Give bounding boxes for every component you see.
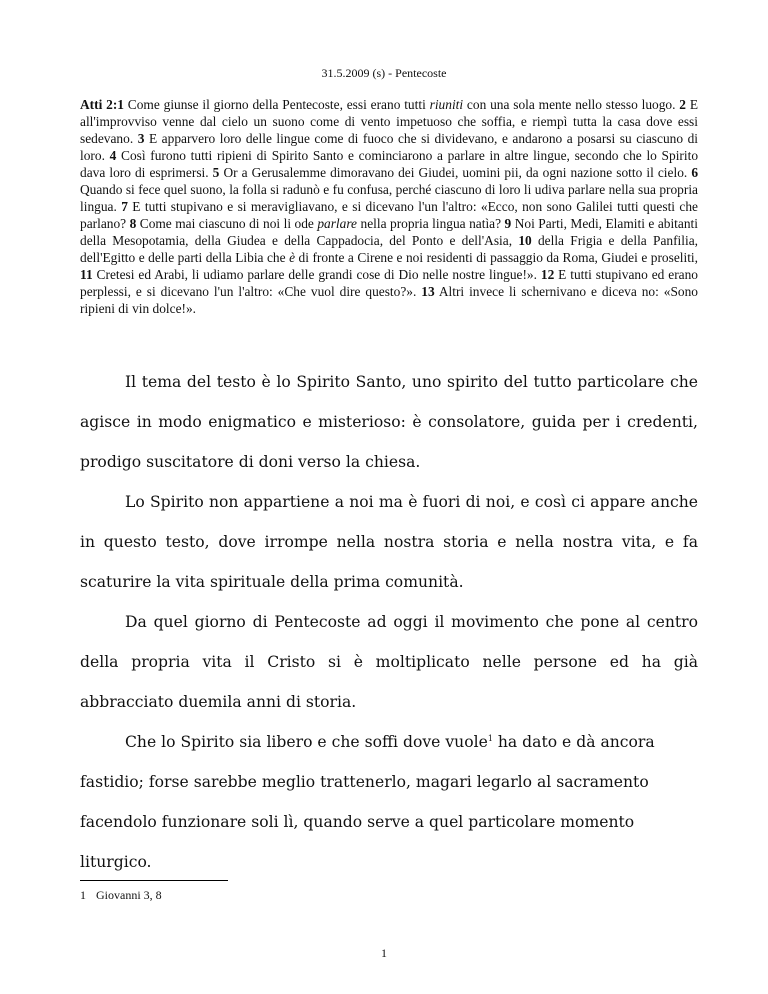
- verse-number: 7: [121, 199, 128, 214]
- verse-number: 6: [691, 165, 699, 180]
- verse-13: Altri invece li schernivano e diceva no: «Sono ripieni di vin dolce!».: [80, 284, 698, 316]
- verse-10-emphasis: è: [289, 250, 296, 265]
- verse-1-emphasis: riuniti: [429, 97, 464, 112]
- verse-11: Cretesi ed Arabi, li udiamo parlare delle grandi cose di Dio nelle nostre lingue!».: [92, 267, 541, 282]
- paragraph-1: Il tema del testo è lo Spirito Santo, uno spirito del tutto particolare che agisce in modo enigmatico e misterioso: è consolatore, guida per i credenti, prodigo suscitatore di doni verso la chiesa.: [80, 373, 698, 471]
- verse-6: Quando si fece quel suono, la folla si radunò e fu confusa, perché ciascuno di loro li udiva parlare nella sua propria lingua.: [80, 182, 698, 214]
- verse-8-emphasis: parlare: [317, 216, 358, 231]
- verse-number: 4: [109, 148, 117, 163]
- verse-7: E tutti stupivano e si meravigliavano, e si dicevano l'un l'altro: «Ecco, non sono Galilei tutti questi che parlano?: [80, 199, 698, 231]
- scripture-passage: [80, 96, 698, 317]
- footnote: [80, 888, 162, 903]
- verse-number: 10: [518, 233, 532, 248]
- footnote-number: 1: [80, 888, 86, 902]
- paragraph-2: Lo Spirito non appartiene a noi ma è fuori di noi, e così ci appare anche in questo testo, dove irrompe nella nostra storia e nella nostra vita, e fa scaturire la vita spirituale della prima comunità.: [80, 493, 698, 591]
- verse-number: 8: [129, 216, 137, 231]
- verse-5: Or a Gerusalemme dimoravano dei Giudei, uomini pii, da ogni nazione sotto il cielo.: [219, 165, 692, 180]
- verse-number: 11: [80, 267, 93, 282]
- verse-10-cont: di fronte a Cirene e noi residenti di passaggio da Roma, Giudei e proseliti,: [295, 250, 698, 265]
- verse-number: 12: [540, 267, 555, 282]
- paragraph-3: Da quel giorno di Pentecoste ad oggi il movimento che pone al centro della propria vita il Cristo si è moltiplicato nelle persone ed ha già abbracciato duemila anni di storia.: [80, 613, 698, 711]
- verse-9: Noi Parti, Medi, Elamiti e abitanti della Mesopotamia, della Giudea e della Cappadocia, del Ponto e dell'Asia,: [80, 216, 698, 248]
- verse-8-cont: nella propria lingua natìa?: [357, 216, 505, 231]
- verse-number: 5: [212, 165, 220, 180]
- paragraph-4-text: Che lo Spirito sia libero e che soffi dove vuole: [125, 733, 488, 751]
- page-header: 31.5.2009 (s) - Pentecoste: [321, 66, 447, 80]
- verse-2: E all'improvviso venne dal cielo un suono come di vento impetuoso che soffia, e riempì tutta la casa dove essi sedevano.: [80, 97, 699, 146]
- footnote-reference[interactable]: 1: [487, 733, 493, 743]
- verse-number: 3: [137, 131, 145, 146]
- verse-number: 9: [504, 216, 512, 231]
- page-number: 1: [381, 946, 387, 960]
- verse-number: 2: [679, 97, 686, 112]
- verse-3: E apparvero loro delle lingue come di fuoco che si dividevano, e andarono a posarsi su ciascuno di loro.: [80, 131, 698, 163]
- verse-12: E tutti stupivano ed erano perplessi, e si dicevano l'un l'altro: «Che vuol dire questo?».: [80, 267, 698, 299]
- verse-1: Come giunse il giorno della Pentecoste, essi erano tutti: [123, 97, 430, 112]
- verse-4: Così furono tutti ripieni di Spirito Santo e cominciarono a parlare in altre lingue, secondo che lo Spirito dava loro di esprimersi.: [80, 148, 699, 180]
- paragraph-4-cont: ha dato e dà ancora fastidio; forse sarebbe meglio trattenerlo, magari legarlo al sacramento facendolo funzionare soli lì, quando serve a quel particolare momento liturgico.: [80, 733, 655, 871]
- verse-number: 13: [421, 284, 435, 299]
- footnote-text: Giovanni 3, 8: [96, 888, 162, 902]
- verse-8: Come mai ciascuno di noi li ode: [136, 216, 318, 231]
- sermon-body: [80, 362, 698, 882]
- paragraph-4: [80, 722, 698, 882]
- footnote-separator: [80, 880, 228, 881]
- verse-10: della Frigia e della Panfilia, dell'Egitto e delle parti della Libia che: [80, 233, 698, 265]
- scripture-reference: Atti 2:1: [80, 97, 124, 112]
- verse-1-cont: con una sola mente nello stesso luogo.: [463, 97, 680, 112]
